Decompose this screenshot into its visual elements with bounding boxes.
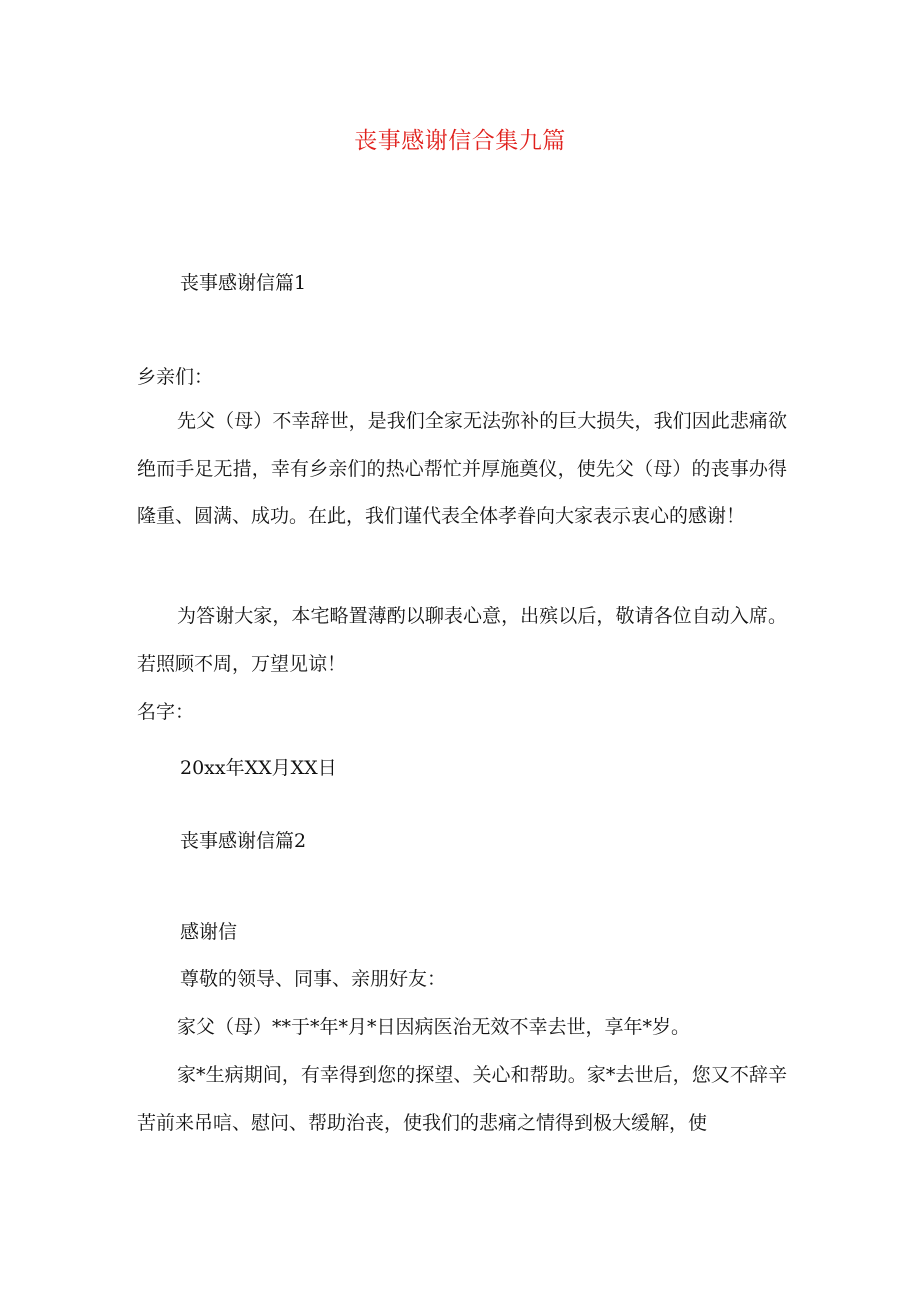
salutation-2: 尊敬的领导、同事、亲朋好友： xyxy=(180,968,447,990)
body-paragraph-2: 为答谢大家，本宅略置薄酌以聊表心意，出殡以后，敬请各位自动入席。若照顾不周，万望见谅！ xyxy=(137,605,787,675)
body-paragraph-3: 家父（母）**于*年*月*日因病医治无效不幸去世，享年*岁。 xyxy=(177,1016,691,1038)
section-heading-1: 丧事感谢信篇1 xyxy=(180,272,307,294)
body-paragraph-4: 家*生病期间，有幸得到您的探望、关心和帮助。家*去世后，您又不辞辛苦前来吊唁、慰问、帮助治丧，使我们的悲痛之情得到极大缓解，使 xyxy=(137,1064,787,1134)
letter-subtitle: 感谢信 xyxy=(180,921,238,943)
section-heading-2: 丧事感谢信篇2 xyxy=(180,830,307,852)
salutation-1: 乡亲们： xyxy=(137,366,214,388)
letter-date: 20xx年XX月XX日 xyxy=(180,757,337,779)
document-title: 丧事感谢信合集九篇 xyxy=(354,128,566,154)
signature-label: 名字： xyxy=(137,701,195,723)
body-paragraph-1: 先父（母）不幸辞世，是我们全家无法弥补的巨大损失，我们因此悲痛欲绝而手足无措，幸有乡亲们的热心帮忙并厚施奠仪，使先父（母）的丧事办得隆重、圆满、成功。在此，我们谨代表全体孝眷向大家表示衷心的感谢！ xyxy=(137,410,787,527)
